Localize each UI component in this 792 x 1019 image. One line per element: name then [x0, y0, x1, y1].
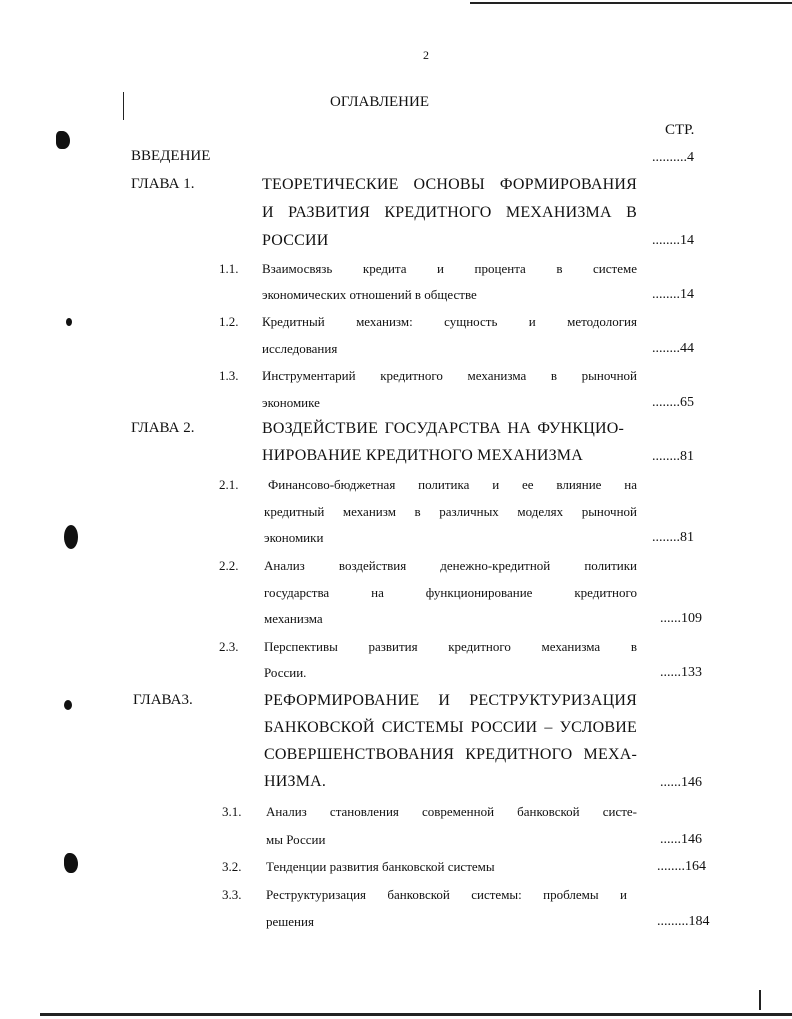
section-1-1-line1: Взаимосвязь кредита и процента в системе: [262, 261, 637, 276]
chapter2-title-line2: НИРОВАНИЕ КРЕДИТНОГО МЕХАНИЗМА: [262, 447, 583, 464]
section-2-1-number: 2.1.: [219, 477, 239, 492]
section-1-3-line1: Инструментарий кредитного механизма в рыночной: [262, 368, 637, 383]
section-2-3-number: 2.3.: [219, 639, 239, 654]
chapter1-page: ........14: [652, 233, 694, 248]
chapter3-label: ГЛАВА3.: [133, 692, 193, 708]
section-2-1-line3: экономики: [264, 530, 324, 545]
punch-hole-mark: [56, 131, 70, 149]
section-2-1-page: ........81: [652, 530, 694, 545]
punch-hole-mark: [66, 318, 72, 326]
section-3-2-line1: Тенденции развития банковской системы: [266, 859, 495, 874]
section-2-2-line1: Анализ воздействия денежно-кредитной политики: [264, 558, 637, 573]
chapter2-title-line1: ВОЗДЕЙСТВИЕ ГОСУДАРСТВА НА ФУНКЦИО-: [262, 420, 624, 437]
section-2-2-number: 2.2.: [219, 558, 239, 573]
chapter1-title-line1: ТЕОРЕТИЧЕСКИЕ ОСНОВЫ ФОРМИРОВАНИЯ: [262, 176, 637, 193]
page-number: 2: [423, 48, 429, 62]
section-3-3-page: .........184: [657, 914, 710, 929]
section-3-1-page: ......146: [660, 832, 702, 847]
section-2-2-page: ......109: [660, 611, 702, 626]
section-1-3-line2: экономике: [262, 395, 320, 410]
page-title: ОГЛАВЛЕНИЕ: [330, 94, 429, 110]
chapter3-page: ......146: [660, 775, 702, 790]
scan-edge-top: [470, 2, 792, 4]
intro-label: ВВЕДЕНИЕ: [131, 148, 211, 164]
section-2-2-line3: механизма: [264, 611, 323, 626]
scan-edge-bottom: [40, 1013, 792, 1016]
section-3-1-number: 3.1.: [222, 804, 242, 819]
section-3-1-line1: Анализ становления современной банковской систе-: [266, 804, 637, 819]
section-1-1-line2: экономических отношений в обществе: [262, 287, 477, 302]
section-1-3-number: 1.3.: [219, 368, 239, 383]
section-1-2-number: 1.2.: [219, 314, 239, 329]
section-2-3-page: ......133: [660, 665, 702, 680]
punch-hole-mark: [64, 525, 78, 549]
chapter1-label: ГЛАВА 1.: [131, 176, 195, 192]
chapter1-title-line3: РОССИИ: [262, 232, 329, 249]
section-1-3-page: ........65: [652, 395, 694, 410]
intro-page: ..........4: [652, 150, 694, 165]
scan-edge-right: [759, 990, 761, 1010]
chapter2-page: ........81: [652, 449, 694, 464]
punch-hole-mark: [64, 700, 72, 710]
section-3-3-line2: решения: [266, 914, 314, 929]
section-2-1-line1: Финансово-бюджетная политика и ее влияние на: [268, 477, 637, 492]
chapter3-title-line1: РЕФОРМИРОВАНИЕ И РЕСТРУКТУРИЗАЦИЯ: [264, 692, 637, 709]
section-2-3-line1: Перспективы развития кредитного механизма в: [264, 639, 637, 654]
section-2-2-line2: государства на функционирование кредитного: [264, 585, 637, 600]
section-3-3-line1: Реструктуризация банковской системы: проблемы и: [266, 887, 627, 902]
section-3-2-page: ........164: [657, 859, 706, 874]
section-3-3-number: 3.3.: [222, 887, 242, 902]
chapter2-label: ГЛАВА 2.: [131, 420, 195, 436]
page-column-header: СТР.: [665, 122, 695, 138]
section-2-1-line2: кредитный механизм в различных моделях рыночной: [264, 504, 637, 519]
section-1-2-line2: исследования: [262, 341, 338, 356]
section-3-1-line2: мы России: [266, 832, 326, 847]
margin-tick: [123, 92, 124, 120]
chapter3-title-line2: БАНКОВСКОЙ СИСТЕМЫ РОССИИ – УСЛОВИЕ: [264, 719, 637, 736]
punch-hole-mark: [64, 853, 78, 873]
section-2-3-line2: России.: [264, 665, 307, 680]
chapter3-title-line3: СОВЕРШЕНСТВОВАНИЯ КРЕДИТНОГО МЕХА-: [264, 746, 637, 763]
chapter3-title-line4: НИЗМА.: [264, 773, 327, 790]
section-1-1-page: ........14: [652, 287, 694, 302]
section-1-2-page: ........44: [652, 341, 694, 356]
section-3-2-number: 3.2.: [222, 859, 242, 874]
chapter1-title-line2: И РАЗВИТИЯ КРЕДИТНОГО МЕХАНИЗМА В: [262, 204, 637, 221]
section-1-1-number: 1.1.: [219, 261, 239, 276]
section-1-2-line1: Кредитный механизм: сущность и методология: [262, 314, 637, 329]
